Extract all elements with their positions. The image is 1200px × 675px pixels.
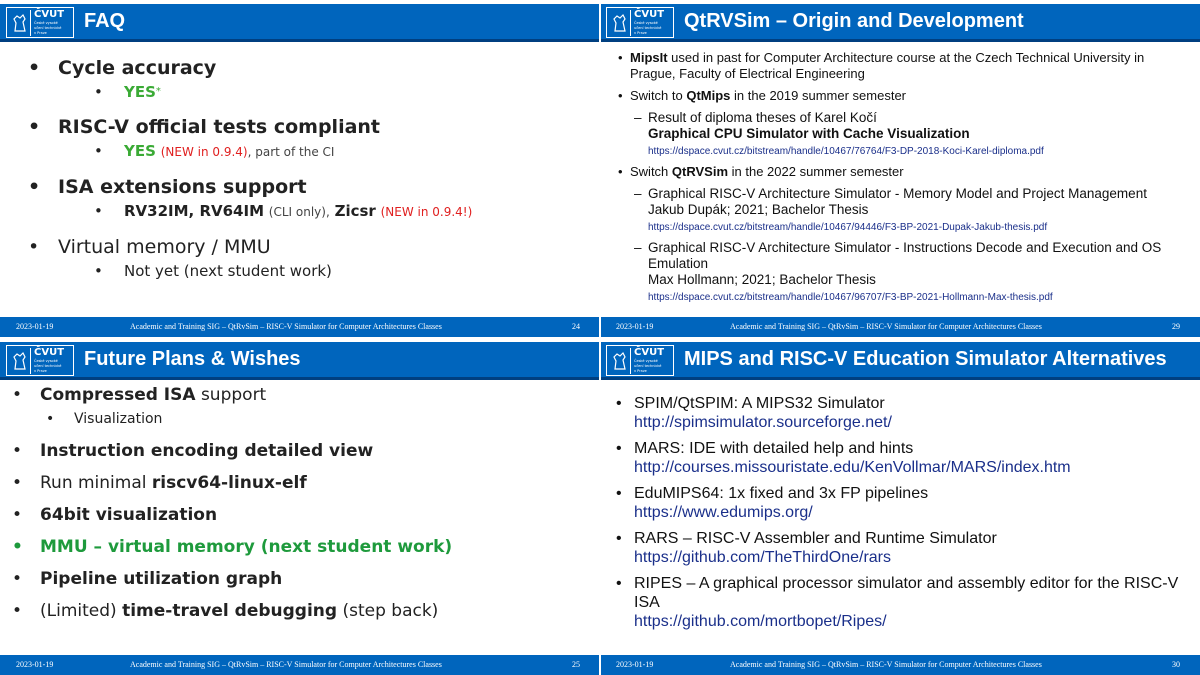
logo-sub-3: v Praze [634,369,647,373]
cvut-logo [606,345,674,376]
slide-footer [600,655,1200,675]
footer-text: Academic and Training SIG – QtRvSim – RISC-V Simulator for Computer Architectures Classes [130,660,442,669]
sub-bullet-dupak: – Graphical RISC-V Architecture Simulator - Memory Model and Project Management Jakub Dupák; 2021; Bachelor Thesis https://dspace.cvut.cz/bitstream/handle/10467/94446/F3-BP-2021-Dupak-Jakub-thesis.pdf [634,186,1147,233]
logo-sub-1: České vysoké [34,359,58,363]
bullet-mipsit: • MipsIt used in past for Computer Architecture course at the Czech Technical University in Prague, Faculty of Electrical Engineering [618,50,1145,81]
logo-sub-2: učení technické [634,26,662,30]
bullet-tests: • RISC-V official tests compliant [28,116,381,138]
bullet-time-travel: • (Limited) time-travel debugging (step back) [12,601,439,621]
sub-bullet-isa: • RV32IM, RV64IM (CLI only), Zicsr (NEW in 0.9.4!) [94,202,473,220]
slide-header [0,4,600,42]
bullet-pipeline-graph: • Pipeline utilization graph [12,569,283,589]
sub-bullet-tests: • YES (NEW in 0.9.4), part of the CI [94,142,335,160]
logo-sub-2: učení technické [34,364,62,368]
slide-alternatives [600,338,1200,675]
sub-bullet-vm: • Not yet (next student work) [94,262,332,280]
logo-sub-3: v Praze [34,31,47,35]
cvut-logo [6,7,74,38]
lion-icon [609,348,631,374]
logo-sub-3: v Praze [634,31,647,35]
cvut-logo [6,345,74,376]
slide-content [28,56,590,294]
simulator-link[interactable]: http://spimsimulator.sourceforge.net/ [634,414,892,431]
logo-name: ČVUT [34,9,65,20]
footer-text: Academic and Training SIG – QtRvSim – RISC-V Simulator for Computer Architectures Classes [130,322,442,331]
lion-icon [9,10,31,36]
list-item: • MARS: IDE with detailed help and hints http://courses.missouristate.edu/KenVollmar/MARS/index.htm [616,440,1071,476]
list-item: • EduMIPS64: 1x fixed and 3x FP pipelines https://www.edumips.org/ [616,485,929,521]
sub-bullet-visualization: • Visualization [46,411,163,427]
footer-date: 2023-01-19 [616,322,654,331]
list-item: • RIPES – A graphical processor simulator and assembly editor for the RISC-V ISA https://github.com/mortbopet/Ripes/ [616,575,1179,630]
lion-icon [9,348,31,374]
slide-footer [0,317,600,337]
bullet-encoding-view: • Instruction encoding detailed view [12,441,374,461]
sub-bullet-koci: – Result of diploma theses of Karel Kočí Graphical CPU Simulator with Cache Visualization https://dspace.cvut.cz/bitstream/handle/10467/76764/F3-DP-2018-Koci-Karel-diploma.pdf [634,110,1044,157]
bullet-compressed-isa: • Compressed ISA support [12,385,267,405]
slide-title: Future Plans & Wishes [84,348,301,370]
slide-title: FAQ [84,10,126,32]
logo-name: ČVUT [634,9,665,20]
sub-bullet-hollmann: – Graphical RISC-V Architecture Simulator - Instructions Decode and Execution and OS Emulation Max Hollmann; 2021; Bachelor Thesis https://dspace.cvut.cz/bitstream/handle/10467/96707/F3-BP-2021-Hollmann-Max-thesis.pdf [634,240,1162,303]
thesis-link[interactable]: https://dspace.cvut.cz/bitstream/handle/10467/94446/F3-BP-2021-Dupak-Jakub-thesis.pdf [648,222,1048,233]
footer-date: 2023-01-19 [16,660,54,669]
bullet-cycle: • Cycle accuracy [28,57,217,79]
slide-divider [599,0,601,675]
thesis-link[interactable]: https://dspace.cvut.cz/bitstream/handle/10467/96707/F3-BP-2021-Hollmann-Max-thesis.pdf [648,292,1053,303]
slide-footer [0,655,600,675]
simulator-link[interactable]: https://github.com/TheThirdOne/rars [634,549,891,566]
bullet-64bit: • 64bit visualization [12,505,218,525]
bullet-isa: • ISA extensions support [28,176,307,198]
slide-footer [600,317,1200,337]
slide-header [600,342,1200,380]
footer-date: 2023-01-19 [616,660,654,669]
lion-icon [609,10,631,36]
slide-header [600,4,1200,42]
bullet-riscv64-linux: • Run minimal riscv64-linux-elf [12,473,307,493]
bullet-qtmips: • Switch to QtMips in the 2019 summer semester [618,88,906,103]
logo-name: ČVUT [634,347,665,358]
slide-header [0,342,600,380]
page-number: 24 [572,322,580,331]
slide-content [616,394,1190,638]
footer-text: Academic and Training SIG – QtRvSim – RISC-V Simulator for Computer Architectures Classes [730,322,1042,331]
logo-name: ČVUT [34,347,65,358]
slide-content [12,384,590,632]
simulator-link[interactable]: https://www.edumips.org/ [634,504,813,521]
slide-origin [600,0,1200,337]
logo-sub-1: České vysoké [634,21,658,25]
list-item: • RARS – RISC-V Assembler and Runtime Simulator https://github.com/TheThirdOne/rars [616,530,997,566]
bullet-mmu: • MMU – virtual memory (next student work) [12,537,453,557]
list-item: • SPIM/QtSPIM: A MIPS32 Simulator http://spimsimulator.sourceforge.net/ [616,395,892,431]
logo-sub-1: České vysoké [34,21,58,25]
cvut-logo [606,7,674,38]
page-number: 29 [1172,322,1180,331]
sub-bullet-cycle: • YES * [94,83,161,101]
slide-title: MIPS and RISC-V Education Simulator Alternatives [684,348,1167,370]
thesis-link[interactable]: https://dspace.cvut.cz/bitstream/handle/10467/76764/F3-DP-2018-Koci-Karel-diploma.pdf [648,146,1044,157]
footer-date: 2023-01-19 [16,322,54,331]
simulator-link[interactable]: https://github.com/mortbopet/Ripes/ [634,613,887,630]
logo-sub-1: České vysoké [634,359,658,363]
logo-sub-2: učení technické [34,26,62,30]
footer-text: Academic and Training SIG – QtRvSim – RISC-V Simulator for Computer Architectures Classes [730,660,1042,669]
page-number: 30 [1172,660,1180,669]
bullet-qtrvsim: • Switch QtRVSim in the 2022 summer semester [618,164,904,179]
logo-sub-2: učení technické [634,364,662,368]
simulator-link[interactable]: http://courses.missouristate.edu/KenVollmar/MARS/index.htm [634,459,1071,476]
slide-faq [0,0,600,337]
slide-title: QtRVSim – Origin and Development [684,10,1024,32]
page-number: 25 [572,660,580,669]
slide-future-plans [0,338,600,675]
logo-sub-3: v Praze [34,369,47,373]
bullet-vm: • Virtual memory / MMU [28,236,271,258]
slide-content [618,50,1188,310]
